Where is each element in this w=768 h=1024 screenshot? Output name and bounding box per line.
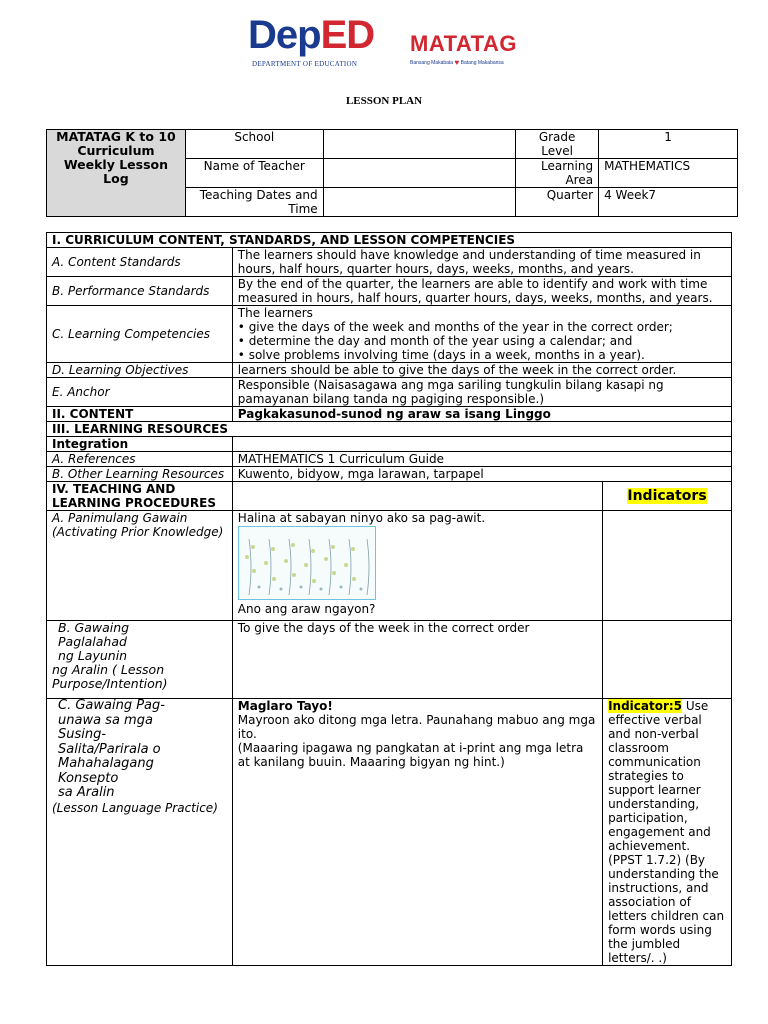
activity-b-label-5: Purpose/Intention)	[52, 676, 168, 691]
activity-c-sub: (Lesson Language Practice)	[52, 800, 218, 815]
activity-c-label-4: Salita/Parirala o	[58, 741, 161, 757]
floral-pattern-icon	[239, 527, 375, 599]
quarter-label: Quarter	[516, 188, 599, 217]
matatag-subtitle-b: Batang Makabansa	[460, 59, 504, 66]
anchor-label: E. Anchor	[47, 378, 233, 407]
log-title: MATATAG K to 10 Curriculum Weekly Lesson Log	[47, 130, 186, 217]
activity-a-line2: Ano ang araw ngayon?	[237, 602, 376, 616]
competencies-item: • determine the day and month of the year using a calendar; and	[237, 334, 633, 348]
content-value: Pagkakasunod-sunod ng araw sa isang Linggo	[232, 407, 731, 422]
matatag-subtitle-a: Bansang Makabata	[410, 59, 454, 66]
activity-b-label-4: ng Aralin ( Lesson	[52, 662, 165, 677]
content-heading: II. CONTENT	[47, 407, 233, 422]
activity-a-label: A. Panimulang Gawain	[52, 511, 188, 525]
song-image	[238, 526, 376, 600]
performance-standards-value: By the end of the quarter, the learners are able to identify and work with time measured in hours, half hours, quarter hours, days, weeks, months, and years.	[232, 277, 731, 306]
objectives-value: learners should be able to give the days of the week in the correct order.	[232, 363, 731, 378]
activity-c-line1: Mayroon ako ditong mga letra. Paunahang mabuo ang mga ito.	[237, 713, 596, 741]
activity-b-label-1: B. Gawaing	[58, 620, 130, 635]
activity-a-content	[232, 511, 602, 621]
teacher-label: Name of Teacher	[185, 159, 323, 188]
matatag-logo	[410, 32, 517, 67]
info-table	[46, 129, 738, 217]
competencies-item: • solve problems involving time (days in a week, months in a year).	[237, 348, 645, 362]
procedures-blank	[232, 482, 602, 511]
other-resources-label: B. Other Learning Resources	[47, 467, 233, 482]
matatag-logo-text: MATATAG	[410, 31, 517, 56]
activity-c-label-7: sa Aralin	[58, 785, 115, 800]
activity-c-title: Maglaro Tayo!	[237, 699, 333, 713]
resources-heading: III. LEARNING RESOURCES	[47, 422, 732, 437]
grade-value: 1	[599, 130, 738, 159]
lesson-plan-table	[46, 232, 732, 966]
grade-label: Grade Level	[516, 130, 599, 159]
deped-logo	[248, 10, 398, 80]
anchor-value: Responsible (Naisasagawa ang mga sariling tungkulin bilang kasapi ng pamayanan bilang tanda ng pagiging responsible.)	[232, 378, 731, 407]
references-label: A. References	[47, 452, 233, 467]
activity-c-label-5: Mahahalagang	[58, 756, 154, 771]
activity-c-label-1: C. Gawaing Pag-	[58, 698, 165, 713]
competencies-label: C. Learning Competencies	[47, 306, 233, 363]
logo-bar	[0, 10, 768, 80]
indicators-heading-cell	[603, 482, 732, 511]
dates-label: Teaching Dates and Time	[185, 188, 323, 217]
competencies-intro: The learners	[237, 306, 313, 320]
indicator-tag: Indicator:5	[608, 699, 683, 713]
area-value: MATHEMATICS	[599, 159, 738, 188]
activity-b-indicator	[603, 621, 732, 699]
competencies-cell	[232, 306, 731, 363]
school-label: School	[185, 130, 323, 159]
activity-c-label-cell	[47, 699, 233, 966]
page-title: LESSON PLAN	[345, 95, 423, 107]
heart-icon: ♥	[454, 58, 460, 67]
integration-label: Integration	[47, 437, 233, 452]
deped-subtitle: DEPARTMENT OF EDUCATION	[252, 60, 358, 68]
activity-b-label-2: Paglalahad	[58, 634, 127, 649]
activity-a-indicator	[603, 511, 732, 621]
quarter-value: 4 Week7	[599, 188, 738, 217]
activity-c-indicator	[603, 699, 732, 966]
indicators-heading: Indicators	[627, 488, 707, 504]
content-standards-value: The learners should have knowledge and understanding of time measured in hours, half hours, quarter hours, days, weeks, months, and years.	[232, 248, 731, 277]
content-standards-label: A. Content Standards	[47, 248, 233, 277]
activity-c-line2: (Maaaring ipagawa ng pangkatan at i-print ang mga letra at kanilang buuin. Maaaring bigyan ng hint.)	[237, 741, 584, 769]
activity-b-value: To give the days of the week in the correct order	[232, 621, 602, 699]
deped-logo-text-a: Dep	[248, 13, 321, 57]
dates-value[interactable]	[323, 188, 516, 217]
activity-c-content	[232, 699, 602, 966]
activity-b-label-3: ng Layunin	[58, 648, 128, 663]
procedures-heading: IV. TEACHING AND LEARNING PROCEDURES	[47, 482, 233, 511]
activity-c-label-6: Konsepto	[58, 770, 119, 786]
other-resources-value: Kuwento, bidyow, mga larawan, tarpapel	[232, 467, 731, 482]
integration-value	[232, 437, 731, 452]
activity-a-label-cell	[47, 511, 233, 621]
activity-b-label-cell	[47, 621, 233, 699]
references-value: MATHEMATICS 1 Curriculum Guide	[232, 452, 731, 467]
indicator-text: Use effective verbal and non-verbal classroom communication strategies to support learner understanding, participation, engagement and achievement. (PPST 1.7.2) (By understanding the instructions, and association of letters children can form words using the jumbled letters/. .)	[608, 699, 725, 965]
activity-a-sub: (Activating Prior Knowledge)	[52, 525, 224, 539]
activity-a-line1: Halina at sabayan ninyo ako sa pag-awit.	[237, 511, 486, 525]
school-value[interactable]	[323, 130, 516, 159]
performance-standards-label: B. Performance Standards	[47, 277, 233, 306]
section-1-heading: I. CURRICULUM CONTENT, STANDARDS, AND LESSON COMPETENCIES	[47, 233, 732, 248]
teacher-value[interactable]	[323, 159, 516, 188]
objectives-label: D. Learning Objectives	[47, 363, 233, 378]
activity-c-label-2: unawa sa mga	[58, 712, 153, 728]
deped-logo-text-b: ED	[320, 13, 375, 57]
activity-c-label-3: Susing-	[58, 727, 107, 742]
competencies-item: • give the days of the week and months of the year in the correct order;	[237, 320, 673, 334]
area-label: Learning Area	[516, 159, 599, 188]
